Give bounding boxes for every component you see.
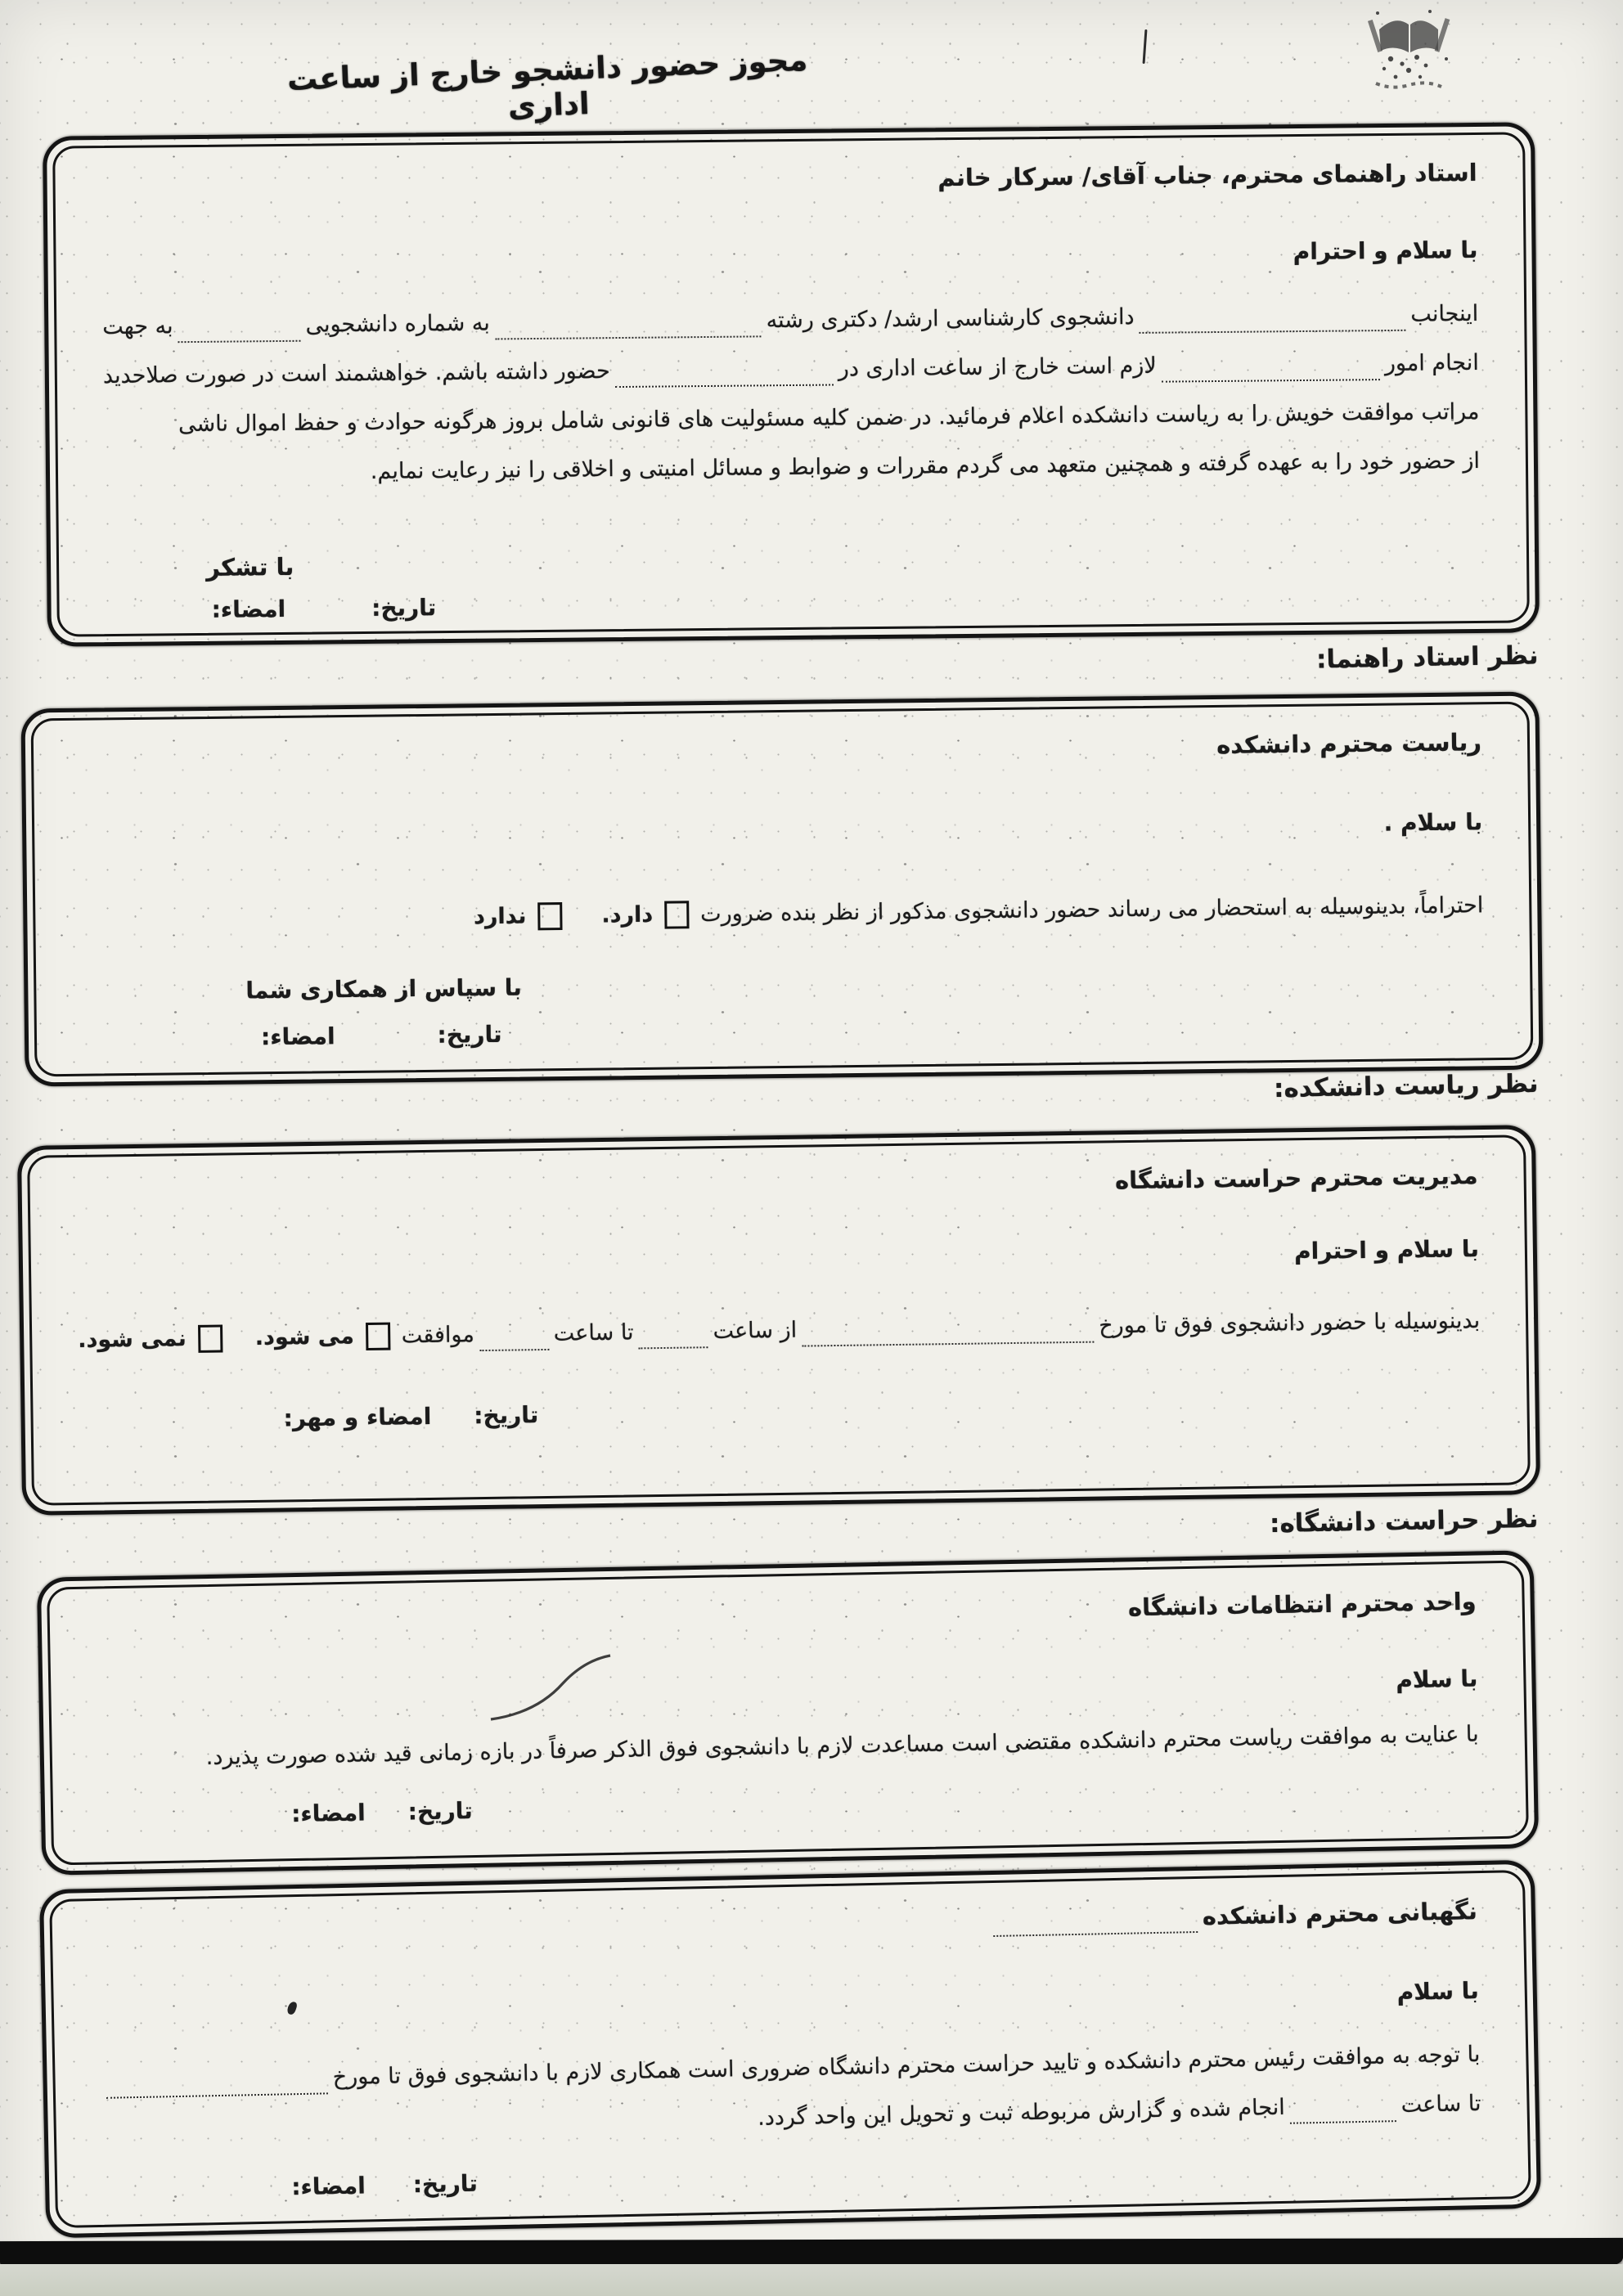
- enforcement-unit-salutation: واحد محترم انتظامات دانشگاه: [1127, 1587, 1477, 1622]
- location-field[interactable]: [615, 353, 834, 389]
- security-opinion-label: نظر حراست دانشگاه:: [1269, 1503, 1539, 1539]
- text-be-present: حضور داشته باشم. خواهشمند است در صورت صلاحدید: [102, 358, 610, 389]
- thanks-cooperation-line: با سپاس از همکاری شما: [245, 973, 522, 1004]
- thanks-line: با تشکر: [205, 552, 294, 582]
- request-line-3: مراتب موافقت خویش را به ریاست دانشکده اعلام فرمائید. در ضمن کلیه مسئولیت های قانونی شامل بروز هرگونه حوادث و حفظ اموال ناشی: [178, 398, 1480, 438]
- text-i-undersigned: اینجانب: [1410, 300, 1479, 327]
- signature-stamp-label: امضاء و مهر:: [283, 1402, 432, 1432]
- security-opinion-section: [37, 1550, 1539, 1875]
- major-field[interactable]: [495, 304, 762, 339]
- supervisor-opinion-inner: [31, 702, 1534, 1077]
- dean-salutation: ریاست محترم دانشکده: [1216, 728, 1482, 759]
- text-degree-major: دانشجوی کارشناسی ارشد/ دکتری رشته: [766, 303, 1135, 334]
- security-instruction-line: با عنایت به موافقت ریاست محترم دانشکده مقتضی است مساعدت لازم با دانشجوی فوق الذکر صرفاً در بازه زمانی قید شده صورت پذیرد.: [205, 1721, 1479, 1771]
- text-from-hour: از ساعت: [713, 1317, 798, 1345]
- text-doing-tasks: انجام امور: [1384, 349, 1479, 377]
- text-cooperation-until-date: با توجه به موافقت رئیس محترم دانشکده و تایید حراست محترم دانشگاه ضروری است همکاری لازم با دانشجوی فوق تا مورخ: [332, 2042, 1481, 2091]
- supervisor-opinion-label: نظر استاد راهنما:: [1315, 640, 1539, 675]
- text-presence-necessity: احتراماً، بدینوسیله به استحضار می رساند حضور دانشجوی مذکور از نظر بنده ضرورت: [700, 892, 1484, 928]
- date-label: تاریخ:: [474, 1401, 539, 1430]
- signature-row: [99, 1779, 1480, 1831]
- scan-bottom-strip: [0, 2264, 1623, 2296]
- greeting-line: با سلام و احترام: [1293, 1235, 1480, 1265]
- greeting-line: با سلام .: [1383, 808, 1483, 837]
- supervisor-opinion-section: [20, 691, 1543, 1086]
- date-label: تاریخ:: [407, 1797, 474, 1826]
- to-hour-field[interactable]: [479, 1318, 550, 1351]
- dean-opinion-section: [17, 1125, 1540, 1516]
- signature-row: [83, 1009, 1485, 1052]
- security-management-salutation: مدیریت محترم حراست دانشگاه: [1114, 1161, 1478, 1195]
- security-opinion-inner: [47, 1560, 1529, 1865]
- option-approved-label: می شود.: [254, 1323, 355, 1350]
- approval-option-row: [78, 1296, 1481, 1365]
- from-hour-field[interactable]: [638, 1315, 708, 1349]
- signature-label: امضاء:: [290, 2172, 366, 2201]
- text-to-hour: تا ساعت: [553, 1319, 634, 1346]
- until-date-field[interactable]: [802, 1310, 1095, 1347]
- university-emblem-logo: [1348, 5, 1471, 97]
- dean-opinion-inner: [27, 1135, 1531, 1506]
- guard-until-date-field[interactable]: [106, 2061, 328, 2098]
- signature-row: [105, 584, 1481, 624]
- signature-label: امضاء:: [290, 1799, 366, 1828]
- signature-row: [103, 2150, 1482, 2204]
- text-presence-until-date: بدینوسیله با حضور دانشجوی فوق تا مورخ: [1099, 1308, 1481, 1339]
- greeting-line: با سلام: [1395, 1665, 1478, 1694]
- guard-salutation-row: [98, 1894, 1478, 1963]
- student-request-section: [43, 122, 1540, 646]
- signature-label: امضاء:: [260, 1022, 335, 1051]
- request-line-4: از حضور خود را به عهده گرفته و همچنین متعهد می گردم مقررات و ضوابط و مسائل امنیتی و اخلاقی را نیز رعایت نمایم.: [370, 447, 1481, 484]
- task-field[interactable]: [1162, 348, 1380, 383]
- necessity-option-row: [81, 881, 1484, 946]
- request-body: [102, 290, 1480, 499]
- guard-until-hour-field[interactable]: [1289, 2089, 1396, 2124]
- checkbox-necessary[interactable]: [664, 901, 689, 928]
- option-necessary-label: دارد.: [601, 901, 654, 928]
- dean-opinion-label: نظر ریاست دانشکده:: [1273, 1068, 1539, 1104]
- text-report-registered: انجام شده و گزارش مربوطه ثبت و تحویل این واحد گردد.: [757, 2094, 1286, 2131]
- text-approval: موافقت: [401, 1322, 475, 1349]
- date-label: تاریخ:: [437, 1020, 502, 1049]
- student-name-field[interactable]: [1139, 299, 1405, 334]
- option-not-approved-label: نمی شود.: [78, 1326, 187, 1353]
- option-not-necessary-label: ندارد: [473, 903, 527, 930]
- greeting-line: با سلام و احترام: [1293, 236, 1478, 266]
- guard-body: [101, 2030, 1481, 2156]
- signature-row: [79, 1388, 1481, 1435]
- text-student-id: به شماره دانشجویی: [305, 310, 490, 338]
- guard-section-inner: [49, 1870, 1531, 2228]
- greeting-line: با سلام: [1396, 1977, 1480, 2006]
- guard-salutation: نگهبانی محترم دانشکده: [1202, 1897, 1478, 1930]
- checkbox-not-approved[interactable]: [198, 1325, 223, 1353]
- scan-artifact-mark: [1143, 29, 1148, 64]
- text-need-outside-hours: لازم است خارج از ساعت اداری در: [838, 353, 1157, 382]
- guard-name-field[interactable]: [992, 1900, 1198, 1937]
- supervisor-salutation: استاد راهنمای محترم، جناب آقای/ سرکار خانم: [937, 158, 1477, 192]
- page-title: مجوز حضور دانشجو خارج از ساعت اداری: [286, 42, 808, 124]
- text-for-purpose: به جهت: [102, 313, 173, 340]
- student-id-field[interactable]: [178, 309, 300, 343]
- date-label: تاریخ:: [412, 2169, 479, 2199]
- text-until-hour: تا ساعت: [1400, 2091, 1481, 2119]
- date-label: تاریخ:: [371, 594, 437, 622]
- student-request-inner: [52, 132, 1530, 636]
- signature-label: امضاء:: [211, 595, 286, 623]
- checkbox-not-necessary[interactable]: [537, 902, 562, 930]
- checkbox-approved[interactable]: [366, 1323, 390, 1350]
- guard-section: [39, 1860, 1541, 2239]
